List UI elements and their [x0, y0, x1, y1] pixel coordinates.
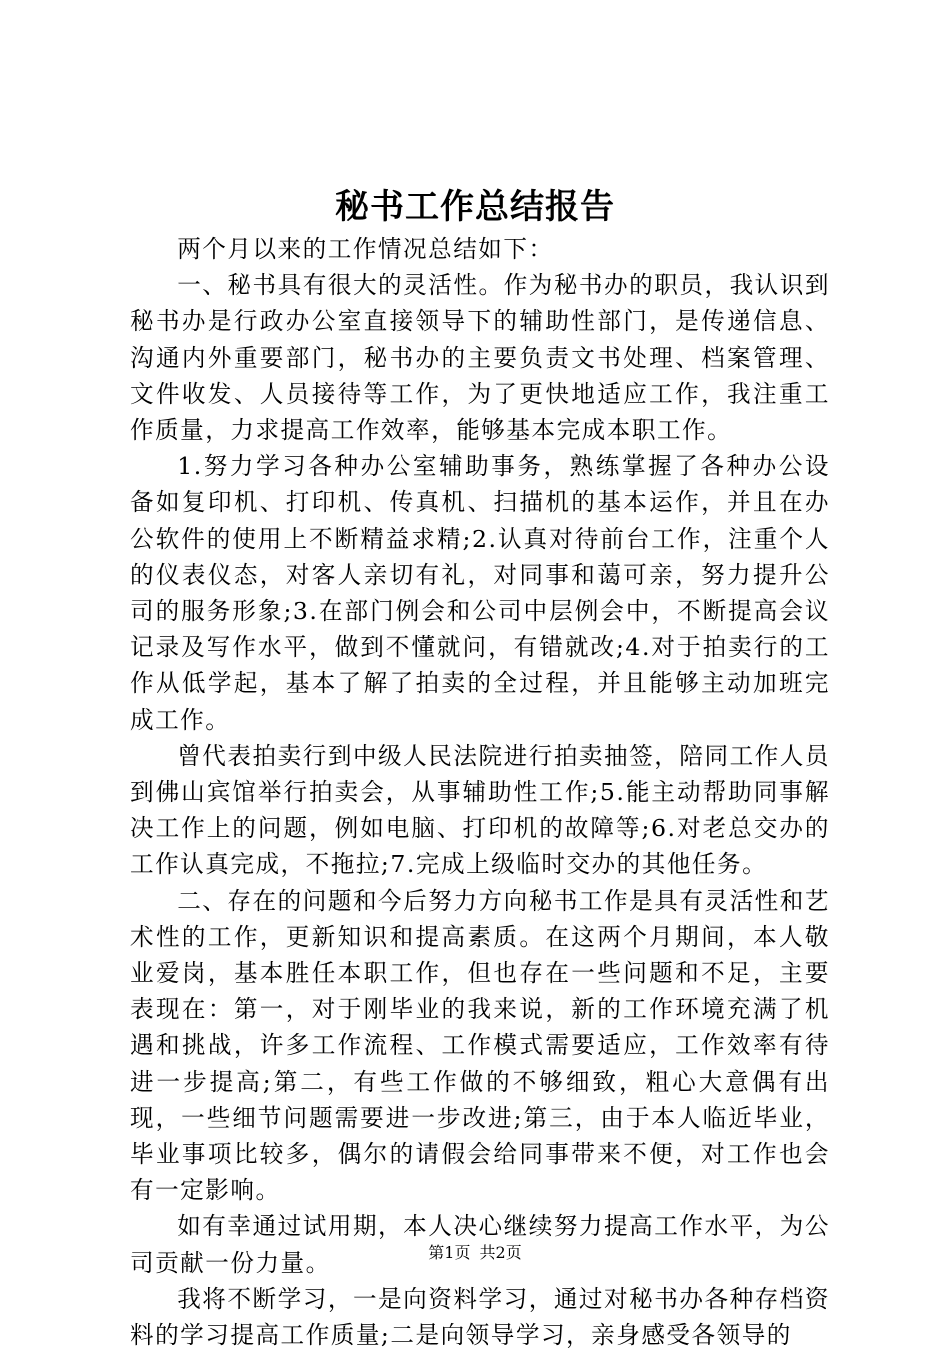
- page-footer: [0, 1241, 950, 1265]
- paragraph: 我将不断学习，一是向资料学习，通过对秘书办各种存档资料的学习提高工作质量;二是向领导学习，亲身感受各领导的: [130, 1284, 830, 1350]
- paragraph: 一、秘书具有很大的灵活性。作为秘书办的职员，我认识到秘书办是行政办公室直接领导下的辅助性部门，是传递信息、沟通内外重要部门，秘书办的主要负责文书处理、档案管理、文件收发、人员接待等工作，为了更快地适应工作，我注重工作质量，力求提高工作效率，能够基本完成本职工作。: [130, 271, 830, 445]
- document-title: 秘书工作总结报告: [335, 187, 615, 227]
- paragraph: 如有幸通过试用期，本人决心继续努力提高工作水平，为公司贡献一份力量。: [130, 1212, 830, 1277]
- paragraph: 1.努力学习各种办公室辅助事务，熟练掌握了各种办公设备如复印机、打印机、传真机、扫描机的基本运作，并且在办公软件的使用上不断精益求精;2.认真对待前台工作，注重个人的仪表仪态，对客人亲切有礼，对同事和蔼可亲，努力提升公司的服务形象;3.在部门例会和公司中层例会中，不断提高会议记录及写作水平，做到不懂就问，有错就改;4.对于拍卖行的工作从低学起，基本了解了拍卖的全过程，并且能够主动加班完成工作。: [130, 452, 830, 734]
- page-number: 第1页: [428, 1243, 471, 1262]
- paragraph: 二、存在的问题和今后努力方向秘书工作是具有灵活性和艺术性的工作，更新知识和提高素质。在这两个月期间，本人敬业爱岗，基本胜任本职工作，但也存在一些问题和不足，主要表现在：第一，对于刚毕业的我来说，新的工作环境充满了机遇和挑战，许多工作流程、工作模式需要适应，工作效率有待进一步提高;第二，有些工作做的不够细致，粗心大意偶有出现，一些细节问题需要进一步改进;第三，由于本人临近毕业，毕业事项比较多，偶尔的请假会给同事带来不便，对工作也会有一定影响。: [130, 886, 830, 1205]
- page-total: 共2页: [479, 1243, 522, 1262]
- document-body: [130, 231, 830, 1353]
- paragraph: 曾代表拍卖行到中级人民法院进行拍卖抽签，陪同工作人员到佛山宾馆举行拍卖会，从事辅助性工作;5.能主动帮助同事解决工作上的问题，例如电脑、打印机的故障等;6.对老总交办的工作认真完成，不拖拉;7.完成上级临时交办的其他任务。: [130, 741, 830, 879]
- paragraph: 两个月以来的工作情况总结如下：: [177, 235, 554, 263]
